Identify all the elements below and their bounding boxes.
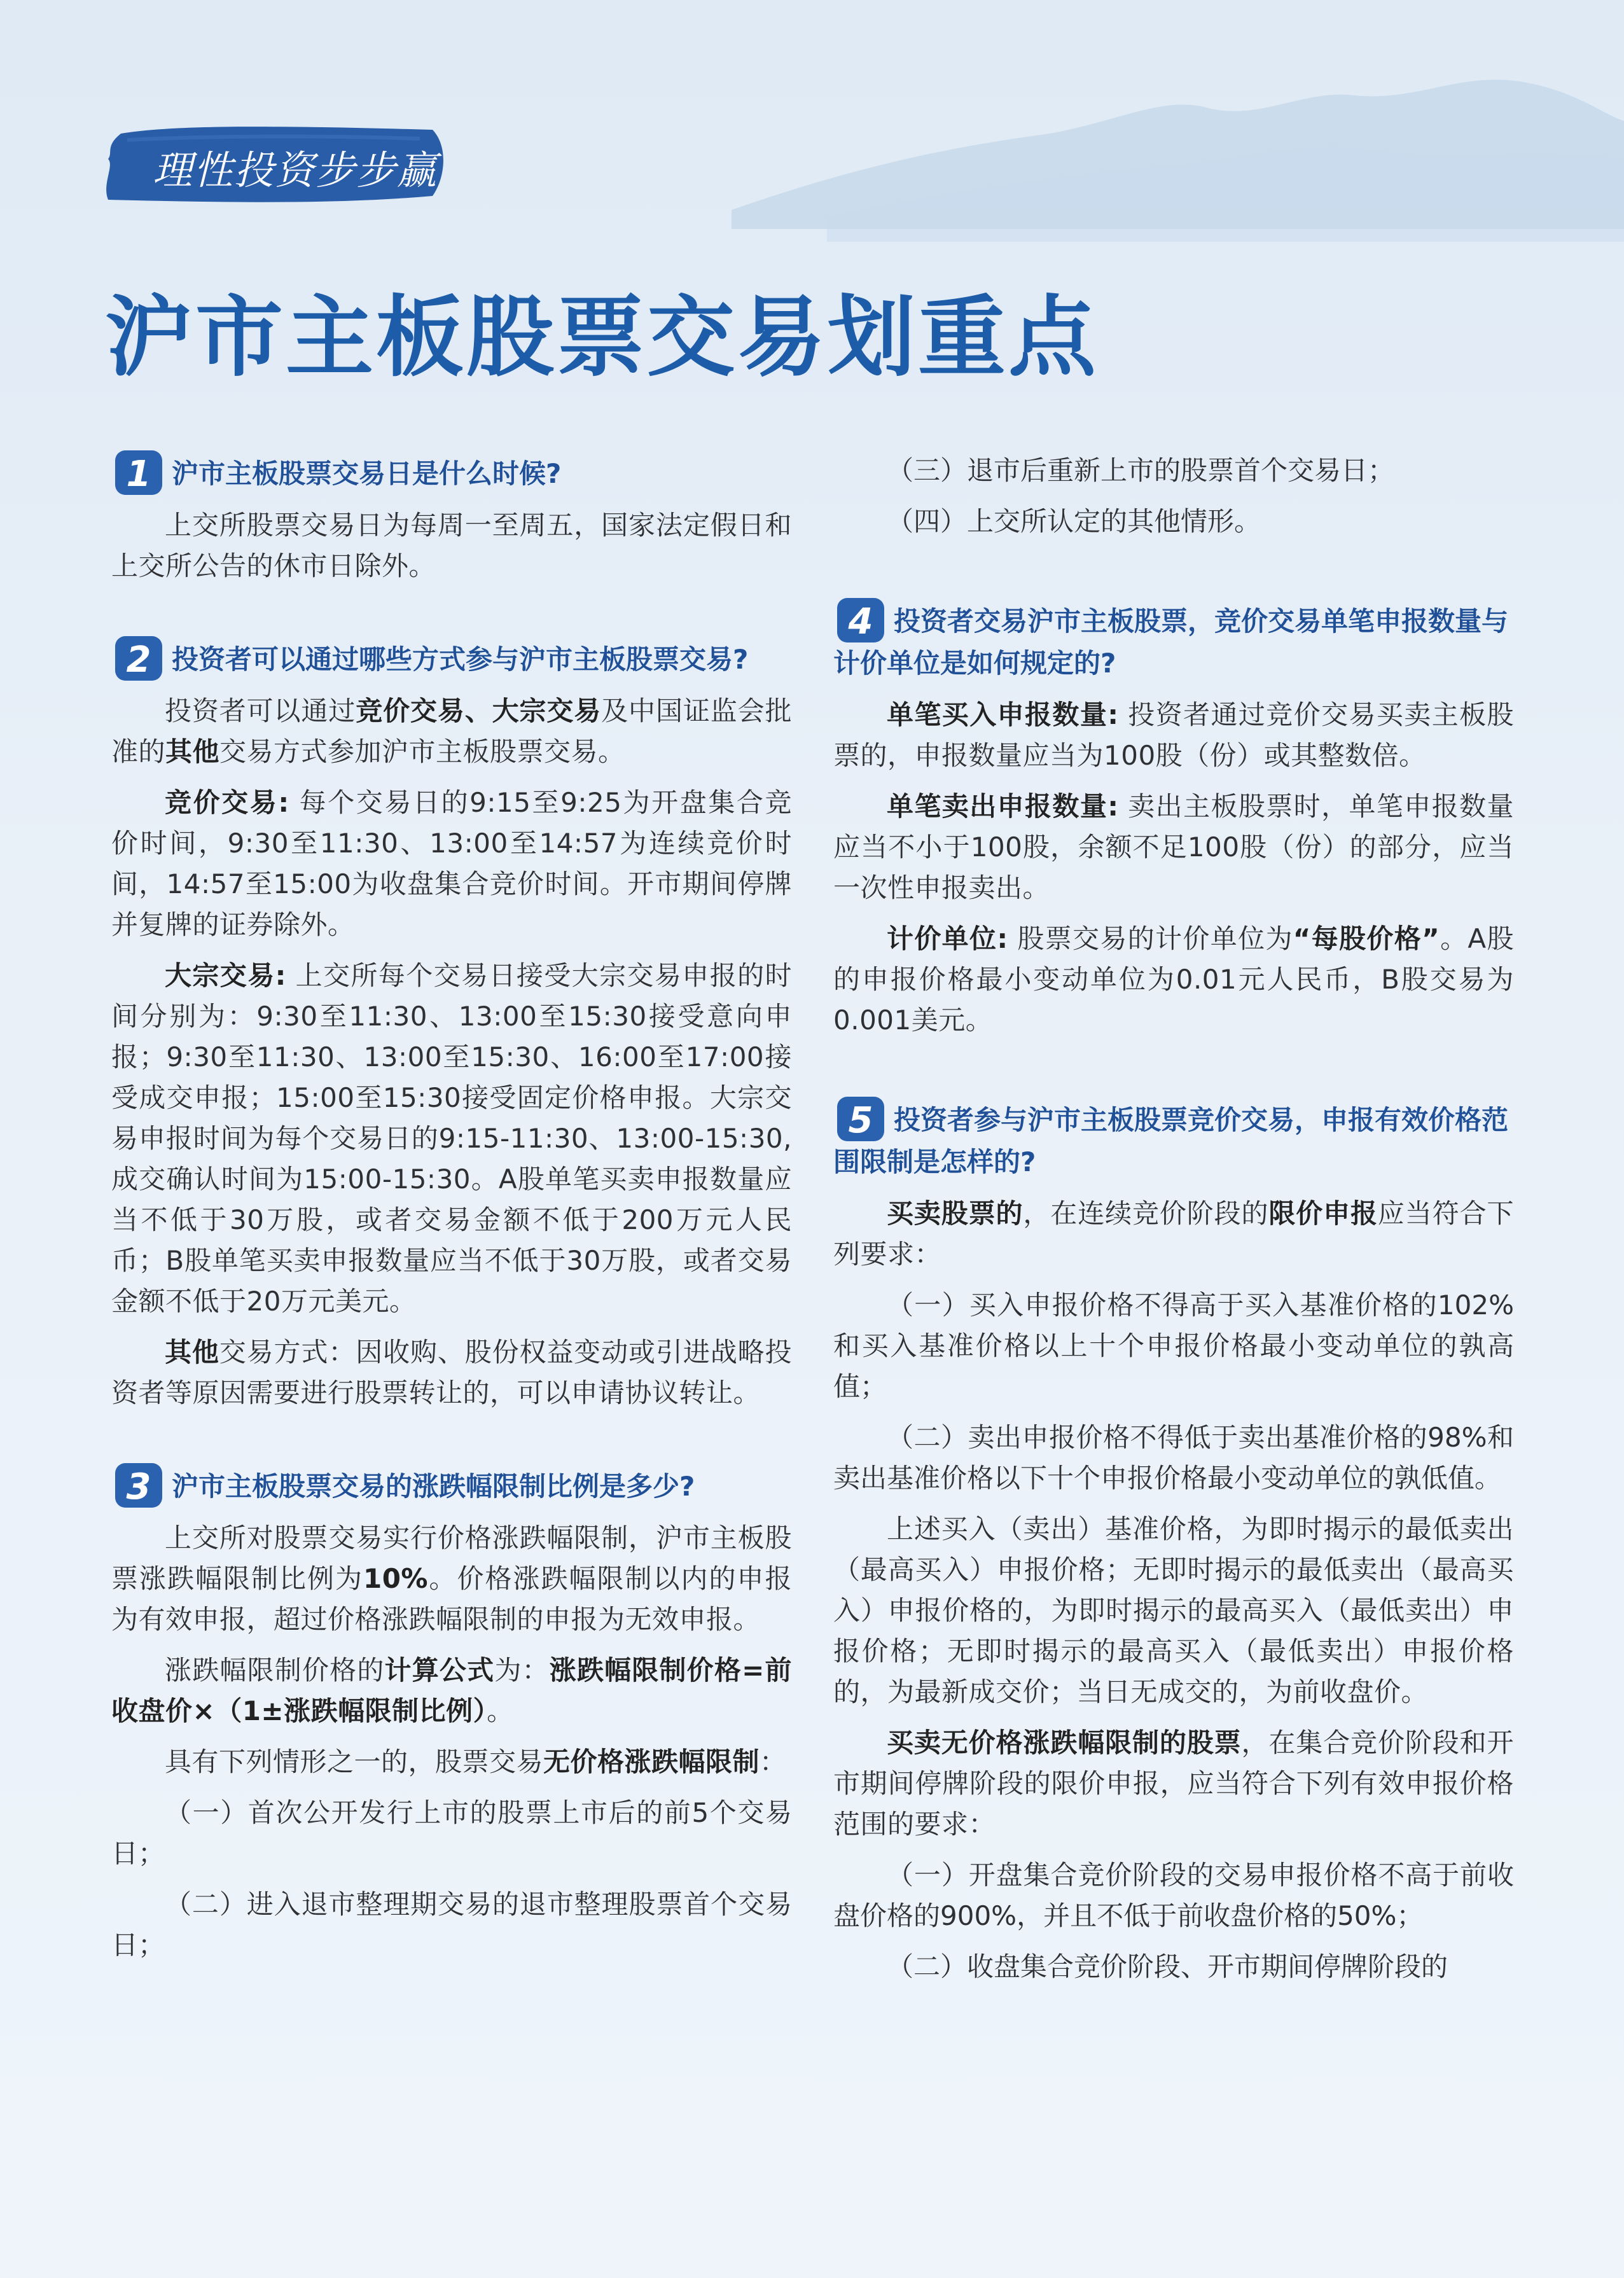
call-auction-item: （二）收盘集合竞价阶段、开市期间停牌阶段的: [887, 1951, 1448, 1982]
limit-order-paragraph: 买卖股票的，在连续竞价阶段的限价申报应当符合下列要求：: [833, 1198, 1514, 1270]
no-limit-item: （二）进入退市整理期交易的退市整理股票首个交易日；: [111, 1889, 792, 1961]
badge-number: 1: [126, 454, 151, 495]
question-2-intro: 投资者可以通过竞价交易、大宗交易及中国证监会批准的其他交易方式参加沪市主板股票交易。: [111, 695, 792, 767]
left-column: [111, 445, 792, 1966]
question-4-heading: [833, 593, 1514, 684]
block-trading-paragraph: 大宗交易: 上交所每个交易日接受大宗交易申报的时间分别为：9:30至11:30、13:00至15:30接受意向申报；9:30至11:30、13:00至15:30、16:00至17:00接受成交申报；15:00至15:30接受固定价格申报。大宗交易申报时间为每个交易日的9:15-11:30、13:00-15:30,成交确认时间为15:00-15:30。A股单笔买卖申报数量应当不低于30万股，或者交易金额不低于200万元人民币；B股单笔买卖申报数量应当不低于30万股，或者交易金额不低于20万元美元。: [111, 960, 792, 1317]
question-1-heading: [111, 445, 792, 495]
reference-price-paragraph: 上述买入（卖出）基准价格，为即时揭示的最低卖出（最高买入）申报价格；无即时揭示的最低卖出（最高买入）申报价格的，为即时揭示的最高买入（最低卖出）申报价格；无即时揭示的最高买入（最低卖出）申报价格的，为最新成交价；当日无成交的，为前收盘价。: [833, 1513, 1514, 1707]
no-limit-paragraph: 具有下列情形之一的，股票交易无价格涨跌幅限制：: [165, 1746, 787, 1777]
limit-order-item: （二）卖出申报价格不得低于卖出基准价格的98%和卖出基准价格以下十个申报价格最小变动单位的孰低值。: [833, 1422, 1514, 1494]
no-limit-item: （一）首次公开发行上市的股票上市后的前5个交易日；: [111, 1797, 792, 1869]
question-3-heading: [111, 1458, 792, 1508]
number-badge-icon: [833, 1092, 888, 1146]
badge-number: 4: [848, 601, 873, 642]
price-limit-paragraph: 上交所对股票交易实行价格涨跌幅限制，沪市主板股票涨跌幅限制比例为10%。价格涨跌幅限制以内的申报为有效申报，超过价格涨跌幅限制的申报为无效申报。: [111, 1522, 792, 1635]
auction-trading-paragraph: 竞价交易: 每个交易日的9:15至9:25为开盘集合竞价时间，9:30至11:30、13:00至14:57为连续竞价时间，14:57至15:00为收盘集合竞价时间。开市期间停牌并复牌的证券除外。: [111, 787, 793, 940]
question-4-title: 投资者交易沪市主板股票，竞价交易单笔申报数量与计价单位是如何规定的?: [833, 606, 1509, 679]
number-badge-icon: [833, 593, 888, 648]
number-badge-icon: [111, 1458, 166, 1513]
number-badge-icon: [111, 445, 166, 500]
question-2-heading: [111, 631, 792, 681]
buy-quantity-paragraph: 单笔买入申报数量: 投资者通过竞价交易买卖主板股票的，申报数量应当为100股（份）或其整数倍。: [833, 699, 1514, 771]
question-5-title: 投资者参与沪市主板股票竞价交易，申报有效价格范围限制是怎样的?: [833, 1104, 1509, 1177]
brand-banner: [102, 121, 452, 210]
number-badge-icon: [111, 631, 166, 686]
no-limit-stock-paragraph: 买卖无价格涨跌幅限制的股票，在集合竞价阶段和开市期间停牌阶段的限价申报，应当符合下列有效申报价格范围的要求：: [833, 1727, 1514, 1840]
question-2-title: 投资者可以通过哪些方式参与沪市主板股票交易?: [172, 644, 749, 675]
question-3-title: 沪市主板股票交易的涨跌幅限制比例是多少?: [172, 1471, 695, 1502]
limit-order-item: （一）买入申报价格不得高于买入基准价格的102%和买入基准价格以上十个申报价格最小变动单位的孰高值；: [833, 1289, 1514, 1402]
price-unit-paragraph: 计价单位: 股票交易的计价单位为“每股价格”。A股的申报价格最小变动单位为0.01元人民币，B股交易为0.001美元。: [833, 923, 1514, 1036]
call-auction-item: （一）开盘集合竞价阶段的交易申报价格不高于前收盘价格的900%，并且不低于前收盘价格的50%；: [833, 1859, 1514, 1931]
question-1-title: 沪市主板股票交易日是什么时候?: [172, 458, 562, 489]
badge-number: 3: [126, 1466, 151, 1508]
no-limit-item: （四）上交所认定的其他情形。: [887, 506, 1261, 537]
question-1-paragraph: 上交所股票交易日为每周一至周五，国家法定假日和上交所公告的休市日除外。: [111, 510, 792, 581]
right-column: [833, 445, 1514, 1987]
no-limit-item: （三）退市后重新上市的股票首个交易日；: [887, 455, 1395, 486]
sell-quantity-paragraph: 单笔卖出申报数量: 卖出主板股票时，单笔申报数量应当不小于100股，余额不足100股（份）的部分，应当一次性申报卖出。: [833, 791, 1514, 903]
other-trading-paragraph: 其他交易方式：因收购、股份权益变动或引进战略投资者等原因需要进行股票转让的，可以申请协议转让。: [111, 1337, 792, 1408]
formula-paragraph: 涨跌幅限制价格的计算公式为：涨跌幅限制价格=前收盘价×（1±涨跌幅限制比例）。: [111, 1655, 792, 1726]
page-title: 沪市主板股票交易划重点: [105, 286, 1099, 389]
badge-number: 5: [848, 1100, 873, 1141]
question-5-heading: [833, 1092, 1514, 1183]
brand-slogan: 理性投资步步赢: [153, 147, 438, 193]
badge-number: 2: [126, 639, 151, 681]
